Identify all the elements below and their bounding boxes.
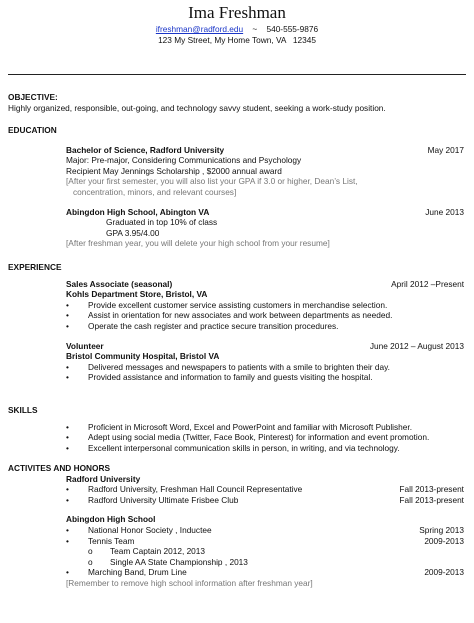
address-line: 123 My Street, My Home Town, VA 12345	[158, 34, 316, 45]
list-item: • Assist in orientation for new associates and work between departments as needed.	[66, 310, 393, 321]
activities-section	[8, 463, 464, 589]
activities-heading: ACTIVITES AND HONORS	[8, 463, 111, 473]
objective-section	[8, 92, 464, 113]
college-title: Bachelor of Science, Radford University	[66, 144, 225, 155]
college-row	[8, 145, 464, 156]
job-org: Kohls Department Store, Bristol, VA	[66, 289, 208, 300]
job-title: Volunteer	[66, 340, 104, 351]
list-item: • Provide excellent customer service assisting customers in merchandise selection.	[66, 299, 388, 310]
college-note: [After your first semester, you will also list your GPA if 3.0 or higher, Dean’s List,	[66, 176, 358, 187]
activities-note: [Remember to remove high school information after freshman year]	[66, 577, 313, 588]
skills-section	[8, 405, 464, 453]
list-item: o Team Captain 2012, 2013	[88, 546, 206, 557]
list-item: • Operate the cash register and practice secure transition procedures.	[66, 320, 339, 331]
experience-section	[8, 262, 464, 383]
job-date: June 2012 – August 2013	[369, 340, 464, 351]
list-item: • National Honor Society , Inductee Spring 2013	[66, 524, 464, 535]
college-line: Major: Pre-major, Considering Communications and Psychology	[66, 155, 302, 166]
objective-heading: OBJECTIVE:	[8, 92, 58, 102]
list-item: • Tennis Team 2009-2013	[66, 535, 464, 546]
list-item: • Radford University, Freshman Hall Council Representative Fall 2013-present	[66, 484, 464, 495]
list-item: • Radford University Ultimate Frisbee Club Fall 2013-present	[66, 494, 464, 505]
list-item: • Marching Band, Drum Line 2009-2013	[66, 567, 464, 578]
job-date: April 2012 –Present	[391, 278, 464, 289]
objective-text: Highly organized, responsible, out-going, and technology savvy student, seeking a work-study position.	[8, 102, 386, 113]
list-item: o Single AA State Championship , 2013	[88, 556, 248, 567]
education-heading: EDUCATION	[8, 125, 57, 135]
list-item: • Excellent interpersonal communication skills in person, in writing, and via technology.	[66, 442, 400, 453]
email-link[interactable]: ifreshman@radford.edu	[155, 24, 244, 34]
highschool-row	[8, 207, 464, 218]
job-bullets	[8, 362, 464, 383]
highschool-date: June 2013	[425, 206, 464, 217]
experience-heading: EXPERIENCE	[8, 262, 62, 272]
radford-activities	[8, 484, 464, 505]
list-item: • Provided assistance and information to family and guests visiting the hospital.	[66, 372, 373, 383]
highschool-title: Abingdon High School, Abington VA	[66, 206, 210, 217]
job-row	[8, 341, 464, 352]
applicant-name: Ima Freshman	[188, 3, 286, 22]
abingdon-activities-more	[8, 567, 464, 578]
job-title: Sales Associate (seasonal)	[66, 278, 173, 289]
skills-bullets	[8, 422, 464, 454]
highschool-note: [After freshman year, you will delete your high school from your resume]	[66, 238, 330, 249]
college-date: May 2017	[427, 144, 464, 155]
list-item: • Proficient in Microsoft Word, Excel and PowerPoint and familiar with Microsoft Publisher.	[66, 421, 413, 432]
phone-number: 540-555-9876	[266, 24, 319, 34]
abingdon-activities	[8, 525, 464, 546]
skills-heading: SKILLS	[8, 405, 38, 415]
list-item: • Delivered messages and newspapers to patients with a smile to brighten their day.	[66, 361, 390, 372]
contact-line	[0, 24, 474, 35]
activities-subheading: Abingdon High School	[66, 514, 156, 525]
education-section	[8, 125, 464, 249]
job-bullets	[8, 300, 464, 332]
job-row	[8, 279, 464, 290]
resume-header	[0, 2, 474, 45]
college-note: concentration, minors, and relevant courses]	[73, 186, 237, 197]
list-item: • Adept using social media (Twitter, Face Book, Pinterest) for information and event promotion.	[66, 432, 430, 443]
contact-separator: ~	[252, 24, 258, 34]
header-divider	[8, 74, 466, 75]
highschool-line: GPA 3.95/4.00	[106, 227, 160, 238]
activities-subheading: Radford University	[66, 473, 141, 484]
job-org: Bristol Community Hospital, Bristol VA	[66, 351, 220, 362]
highschool-line: Graduated in top 10% of class	[106, 217, 218, 228]
college-line: Recipient May Jennings Scholarship , $2000 annual award	[66, 165, 282, 176]
